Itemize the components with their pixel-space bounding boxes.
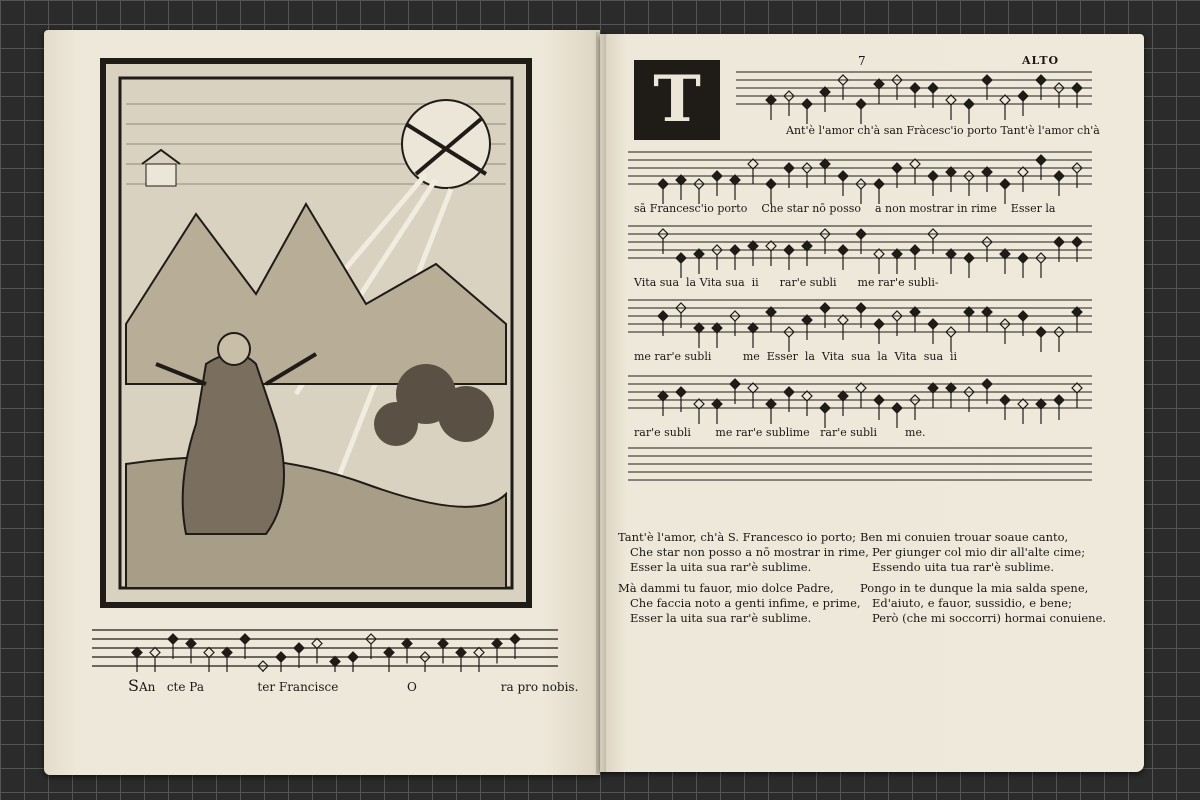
- poem-line: Pongo in te dunque la mia salda spene,: [860, 581, 1089, 595]
- note-mark: [910, 83, 920, 93]
- poem-line: Esser la uita sua rar'è sublime.: [630, 560, 812, 574]
- note-mark: [1036, 75, 1046, 85]
- lyric-line-2: sā Francesc'io porto Che star nō posso a non mostrar in rime Esser la: [634, 202, 1056, 215]
- note-mark: [982, 379, 992, 389]
- staff: [628, 226, 1092, 278]
- note-mark: [276, 652, 286, 662]
- note-mark: [874, 319, 884, 329]
- note-mark: [766, 179, 776, 189]
- poem-line: Ed'aiuto, e fauor, sussidio, e bene;: [872, 596, 1072, 610]
- note-mark: [294, 643, 304, 653]
- poem-line: Ben mi conuien trouar soaue canto,: [860, 530, 1069, 544]
- note-mark: [676, 253, 686, 263]
- woodcut-illustration: [100, 58, 532, 608]
- poem-line: Esser la uita sua rar'è sublime.: [630, 611, 812, 625]
- note-mark: [168, 634, 178, 644]
- staff: [628, 448, 1092, 480]
- note-mark: [820, 403, 830, 413]
- voice-part-label: ALTO: [1022, 54, 1060, 67]
- note-mark: [928, 83, 938, 93]
- note-mark: [384, 648, 394, 658]
- poem-line: Tant'è l'amor, ch'à S. Francesco io porto;: [618, 530, 857, 544]
- note-mark: [456, 648, 466, 658]
- note-mark: [964, 253, 974, 263]
- note-mark: [928, 319, 938, 329]
- staff: [628, 376, 1092, 428]
- poem-line: Che star non posso a nō mostrar in rime,: [630, 545, 869, 559]
- lyric-initial: S: [128, 676, 139, 695]
- note-mark: [1000, 179, 1010, 189]
- note-mark: [204, 648, 214, 658]
- note-mark: [784, 163, 794, 173]
- note-mark: [838, 245, 848, 255]
- poem-line: Che faccia noto a genti infime, e prime,: [630, 596, 861, 610]
- note-mark: [1036, 155, 1046, 165]
- note-mark: [856, 99, 866, 109]
- note-mark: [1072, 83, 1082, 93]
- note-mark: [492, 639, 502, 649]
- note-mark: [658, 179, 668, 189]
- decorated-initial: T: [634, 60, 720, 140]
- note-mark: [892, 403, 902, 413]
- note-mark: [402, 639, 412, 649]
- note-mark: [186, 639, 196, 649]
- staff: [628, 152, 1092, 204]
- lyric-line-1: Ant'è l'amor ch'à san Fràcesc'io porto Tant'è l'amor ch'à: [786, 124, 1100, 137]
- note-mark: [676, 387, 686, 397]
- note-mark: [1054, 237, 1064, 247]
- poem-line: Però (che mi soccorri) hormai conuiene.: [872, 611, 1107, 625]
- note-mark: [132, 648, 142, 658]
- note-mark: [222, 648, 232, 658]
- note-mark: [1000, 395, 1010, 405]
- note-mark: [1018, 91, 1028, 101]
- note-mark: [712, 171, 722, 181]
- note-mark: [510, 634, 520, 644]
- poem-line: Mà dammi tu fauor, mio dolce Padre,: [618, 581, 834, 595]
- note-mark: [240, 634, 250, 644]
- note-mark: [658, 311, 668, 321]
- note-mark: [856, 229, 866, 239]
- poem-right-column: [860, 530, 1106, 626]
- note-mark: [820, 303, 830, 313]
- note-mark: [1018, 253, 1028, 263]
- note-mark: [874, 179, 884, 189]
- lyric-line-4: me rar'e subli me Esser la Vita sua la Vita sua ii: [634, 350, 958, 363]
- poem-line: Per giunger col mio dir all'alte cime;: [872, 545, 1086, 559]
- note-mark: [150, 648, 160, 658]
- left-music-staff: [92, 622, 558, 672]
- note-mark: [1036, 327, 1046, 337]
- note-mark: [784, 387, 794, 397]
- note-mark: [838, 171, 848, 181]
- note-mark: [982, 75, 992, 85]
- left-lyric-line: [128, 676, 578, 695]
- note-mark: [330, 657, 340, 667]
- note-mark: [802, 99, 812, 109]
- note-mark: [474, 648, 484, 658]
- poem-left-column: [618, 530, 869, 626]
- staff: [628, 300, 1092, 352]
- note-mark: [730, 245, 740, 255]
- lyric-line-5: rar'e subli me rar'e sublime rar'e subli me.: [634, 426, 926, 439]
- note-mark: [1054, 395, 1064, 405]
- book-gutter: [596, 32, 606, 774]
- page-number: 7: [858, 54, 866, 68]
- note-mark: [964, 99, 974, 109]
- lyric-line-3: Vita sua la Vita sua ii rar'e subli me rar'e subli-: [634, 276, 939, 289]
- note-mark: [910, 245, 920, 255]
- note-mark: [874, 395, 884, 405]
- note-mark: [312, 639, 322, 649]
- note-mark: [784, 245, 794, 255]
- woodcut-drawing: [106, 64, 526, 602]
- note-mark: [438, 639, 448, 649]
- lyric-syllable: O: [407, 680, 417, 694]
- lyric-syllable: An: [138, 680, 156, 694]
- note-mark: [1072, 237, 1082, 247]
- lyric-syllable: ra pro nobis.: [500, 680, 579, 694]
- note-mark: [1054, 171, 1064, 181]
- note-mark: [856, 303, 866, 313]
- note-mark: [928, 171, 938, 181]
- note-mark: [892, 163, 902, 173]
- note-mark: [348, 652, 358, 662]
- staff: [736, 72, 1092, 124]
- note-mark: [730, 379, 740, 389]
- lyric-syllable: cte Pa: [166, 680, 204, 694]
- note-mark: [1018, 311, 1028, 321]
- lyric-syllable: ter Francisce: [257, 680, 339, 694]
- poem-line: Essendo uita tua rar'è sublime.: [872, 560, 1054, 574]
